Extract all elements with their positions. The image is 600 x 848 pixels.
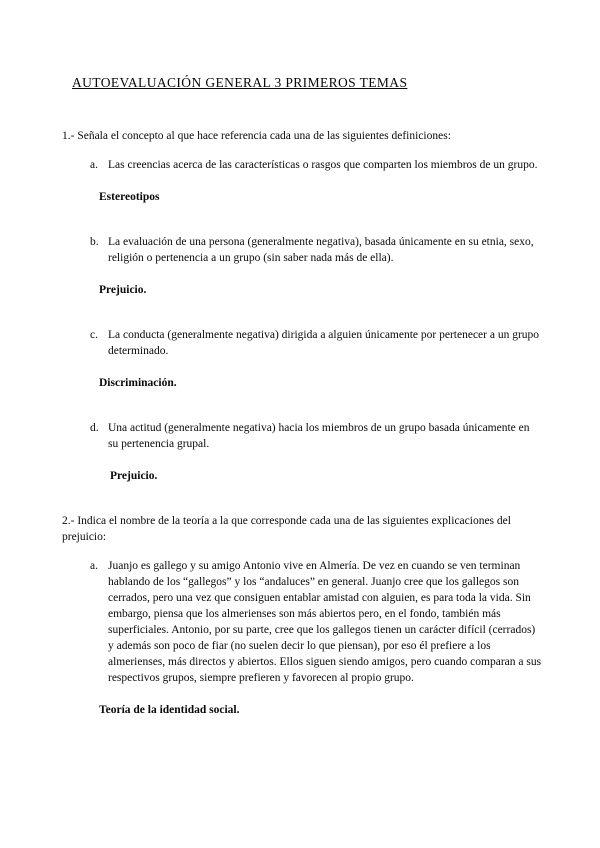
definition-item-c xyxy=(90,327,542,359)
item-marker: b. xyxy=(90,236,99,248)
question-2-section xyxy=(62,513,542,718)
definition-item-a xyxy=(90,157,542,173)
answer-text: Teoría de la identidad social. xyxy=(99,704,240,716)
question-2-prompt: 2.- Indica el nombre de la teoría a la que corresponde cada una de las siguientes explicaciones del prejuicio: xyxy=(62,515,511,543)
question-1-section xyxy=(62,128,542,484)
item-marker: d. xyxy=(90,422,99,434)
item-text: Juanjo es gallego y su amigo Antonio vive en Almería. De vez en cuando se ven terminan hablando de los “gallegos” y los “andaluces” en general. Juanjo cree que los gallegos son cerrados, pero una vez que consiguen entablar amistad con alguien, es para toda la vida. Sin embargo, piensa que los almerienses son más abiertos pero, en el fondo, también más superficiales. Antonio, por su parte, cree que los gallegos tienen un carácter difícil (cerrados) y además son poco de fiar (no suelen decir lo que piensan), por eso él prefiere a los almerienses, más directos y abiertos. Ellos siguen siendo amigos, pero cuando comparan a sus respectivos grupos, siempre prefieren y favorecen al propio grupo. xyxy=(108,560,542,684)
definition-item-b xyxy=(90,234,542,266)
answer-text: Prejuicio. xyxy=(99,284,147,296)
answer-text: Estereotipos xyxy=(99,191,160,203)
answer-text: Prejuicio. xyxy=(110,470,158,482)
item-marker: a. xyxy=(90,159,98,171)
item-text: Las creencias acerca de las características o rasgos que comparten los miembros de un grupo. xyxy=(108,159,538,171)
document-title: AUTOEVALUACIÓN GENERAL 3 PRIMEROS TEMAS xyxy=(72,75,408,90)
question-1-prompt: 1.- Señala el concepto al que hace referencia cada una de las siguientes definiciones: xyxy=(62,130,451,142)
explanation-item-a xyxy=(90,558,542,686)
answer-text: Discriminación. xyxy=(99,377,177,389)
item-text: La conducta (generalmente negativa) dirigida a alguien únicamente por pertenecer a un grupo determinado. xyxy=(108,329,540,357)
item-marker: a. xyxy=(90,560,98,572)
item-marker: c. xyxy=(90,329,98,341)
definition-item-d xyxy=(90,420,542,452)
item-text: La evaluación de una persona (generalmente negativa), basada únicamente en su etnia, sexo, religión o pertenencia a un grupo (sin saber nada más de ella). xyxy=(108,236,534,264)
item-text: Una actitud (generalmente negativa) hacia los miembros de un grupo basada únicamente en su pertenencia grupal. xyxy=(108,422,530,450)
